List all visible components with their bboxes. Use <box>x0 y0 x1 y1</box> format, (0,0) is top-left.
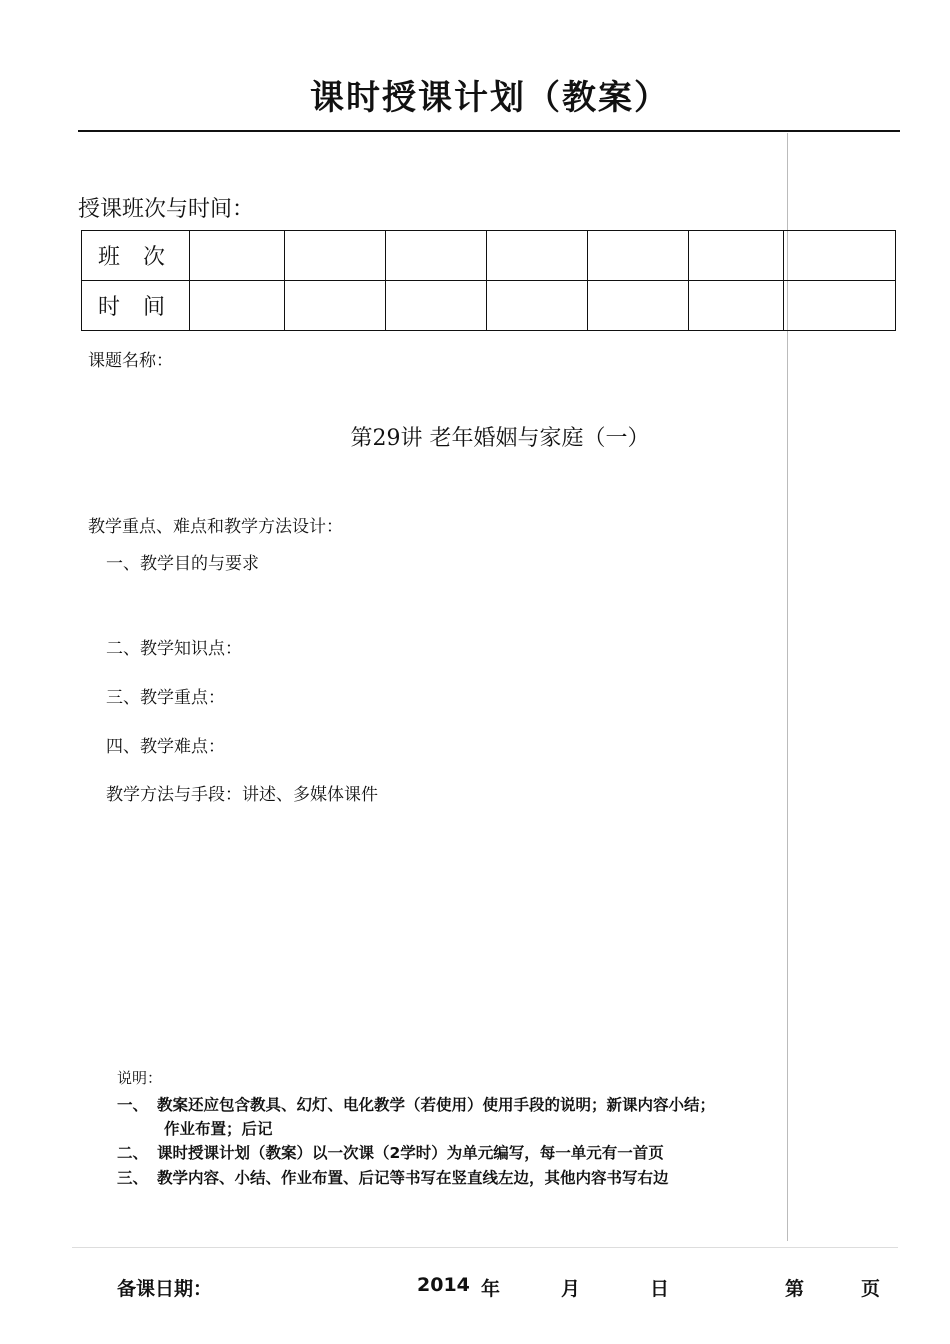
document-title: 课时授课计划（教案） <box>310 78 670 118</box>
table-cell[interactable] <box>784 281 896 331</box>
design-item-difficulties: 四、教学难点： <box>106 737 225 757</box>
day-label: 日 <box>650 1278 670 1300</box>
notes-label: 说明： <box>117 1069 163 1087</box>
table-cell[interactable] <box>588 281 689 331</box>
design-item-key-points: 三、教学重点： <box>106 688 225 708</box>
page-prefix: 第 <box>785 1278 805 1300</box>
schedule-table <box>81 230 896 331</box>
note-number: 三、 <box>117 1169 149 1187</box>
row-header-time: 时 间 <box>82 281 190 331</box>
note-text: 课时授课计划（教案）以一次课（2学时）为单元编写，每一单元有一首页 <box>157 1144 664 1162</box>
table-cell[interactable] <box>487 231 588 281</box>
table-cell[interactable] <box>487 281 588 331</box>
topic-label: 课题名称： <box>88 351 173 371</box>
year-label: 年 <box>481 1278 501 1300</box>
year-value: 2014 <box>417 1274 470 1296</box>
row-header-class: 班 次 <box>82 231 190 281</box>
title-divider <box>78 130 900 132</box>
table-cell[interactable] <box>190 231 285 281</box>
note-number: 二、 <box>117 1144 149 1162</box>
table-cell[interactable] <box>784 231 896 281</box>
table-cell[interactable] <box>285 281 386 331</box>
table-row <box>82 281 896 331</box>
table-cell[interactable] <box>689 281 784 331</box>
design-item-knowledge: 二、教学知识点： <box>106 639 242 659</box>
note-item <box>117 1166 669 1188</box>
note-item-continued: 作业布置；后记 <box>164 1120 273 1138</box>
page-suffix: 页 <box>861 1278 881 1300</box>
table-cell[interactable] <box>386 281 487 331</box>
month-label: 月 <box>561 1278 581 1300</box>
table-cell[interactable] <box>386 231 487 281</box>
note-text: 教案还应包含教具、幻灯、电化教学（若使用）使用手段的说明；新课内容小结； <box>157 1096 716 1114</box>
table-cell[interactable] <box>588 231 689 281</box>
design-label: 教学重点、难点和教学方法设计： <box>88 517 343 537</box>
note-item <box>117 1093 715 1115</box>
footer-divider <box>72 1247 898 1248</box>
design-item-methods: 教学方法与手段：讲述、多媒体课件 <box>106 785 378 805</box>
schedule-label: 授课班次与时间： <box>78 197 255 222</box>
note-number: 一、 <box>117 1096 149 1114</box>
table-cell[interactable] <box>190 281 285 331</box>
note-text: 教学内容、小结、作业布置、后记等书写在竖直线左边，其他内容书写右边 <box>157 1169 669 1187</box>
note-item <box>117 1141 664 1163</box>
prep-date-label: 备课日期： <box>117 1278 213 1300</box>
table-cell[interactable] <box>689 231 784 281</box>
lecture-title: 第29讲 老年婚姻与家庭（一） <box>350 426 650 451</box>
design-item-objectives: 一、教学目的与要求 <box>106 554 259 574</box>
table-row <box>82 231 896 281</box>
table-cell[interactable] <box>285 231 386 281</box>
